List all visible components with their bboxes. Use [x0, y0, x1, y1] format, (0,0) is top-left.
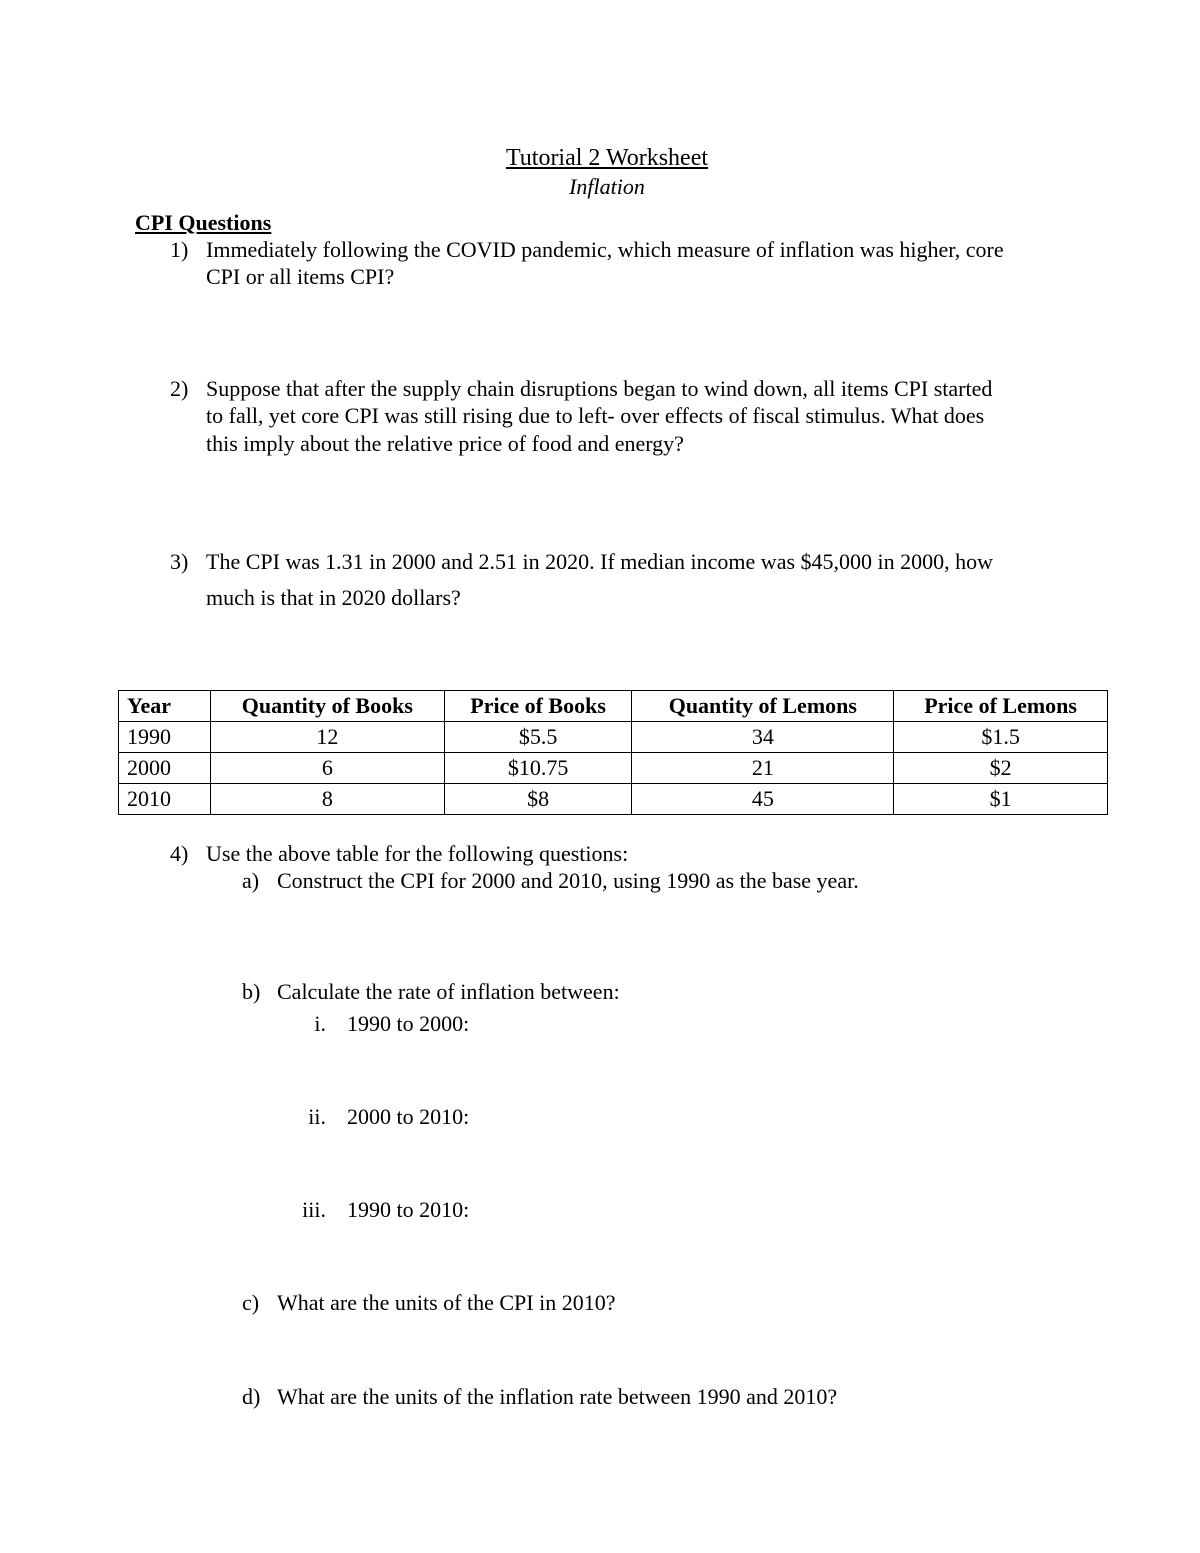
table-cell: $10.75: [444, 753, 632, 784]
question-4c-number: c): [242, 1290, 260, 1315]
table-cell: $1.5: [894, 722, 1108, 753]
question-3-line-1: The CPI was 1.31 in 2000 and 2.51 in 2020. If median income was $45,000 in 2000, how: [206, 549, 994, 574]
table-header: Quantity of Books: [210, 691, 444, 722]
question-4-number: 4): [170, 841, 189, 866]
question-4b-text: Calculate the rate of inflation between:: [277, 979, 620, 1004]
section-heading: CPI Questions: [135, 210, 272, 235]
question-2-number: 2): [170, 376, 189, 401]
question-2-line-3: this imply about the relative price of food and energy?: [206, 431, 684, 456]
table-cell: 45: [632, 784, 894, 815]
question-4b-ii-number: ii.: [308, 1104, 326, 1129]
question-4-text: Use the above table for the following questions:: [206, 841, 629, 866]
question-4d-text: What are the units of the inflation rate between 1990 and 2010?: [277, 1384, 838, 1409]
question-1-number: 1): [170, 237, 189, 262]
question-1-line-1: Immediately following the COVID pandemic, which measure of inflation was higher, core: [206, 237, 1004, 262]
question-4b-i-text: 1990 to 2000:: [347, 1011, 470, 1036]
table-cell: 2010: [119, 784, 211, 815]
table-header: Quantity of Lemons: [632, 691, 894, 722]
question-2-line-2: to fall, yet core CPI was still rising due to left- over effects of fiscal stimulus. What does: [206, 403, 985, 428]
table-cell: 34: [632, 722, 894, 753]
table-cell: 1990: [119, 722, 211, 753]
table-cell: 8: [210, 784, 444, 815]
question-3-line-2: much is that in 2020 dollars?: [206, 585, 461, 610]
question-4b-iii-number: iii.: [302, 1197, 326, 1222]
worksheet-title: Tutorial 2 Worksheet: [505, 145, 709, 171]
table-cell: $1: [894, 784, 1108, 815]
table-cell: $5.5: [444, 722, 632, 753]
table-row: [119, 722, 1108, 753]
question-3-number: 3): [170, 549, 189, 574]
question-4b-iii-text: 1990 to 2010:: [347, 1197, 470, 1222]
table-cell: 6: [210, 753, 444, 784]
table-cell: $2: [894, 753, 1108, 784]
table-row: [119, 784, 1108, 815]
worksheet-subtitle: Inflation: [569, 174, 645, 199]
question-2-line-1: Suppose that after the supply chain disruptions began to wind down, all items CPI started: [206, 376, 993, 401]
table-header: Year: [119, 691, 211, 722]
question-4c-text: What are the units of the CPI in 2010?: [277, 1290, 616, 1315]
table-header: Price of Lemons: [894, 691, 1108, 722]
question-1-line-2: CPI or all items CPI?: [206, 264, 395, 289]
table-cell: $8: [444, 784, 632, 815]
table-cell: 12: [210, 722, 444, 753]
question-4d-number: d): [242, 1384, 261, 1409]
table-header: Price of Books: [444, 691, 632, 722]
data-table: [118, 690, 1108, 815]
table-cell: 21: [632, 753, 894, 784]
table-header-row: [119, 691, 1108, 722]
question-4a-text: Construct the CPI for 2000 and 2010, using 1990 as the base year.: [277, 868, 859, 893]
table-row: [119, 753, 1108, 784]
question-4a-number: a): [242, 868, 260, 893]
question-4b-ii-text: 2000 to 2010:: [347, 1104, 470, 1129]
table-cell: 2000: [119, 753, 211, 784]
question-4b-number: b): [242, 979, 261, 1004]
question-4b-i-number: i.: [314, 1011, 326, 1036]
